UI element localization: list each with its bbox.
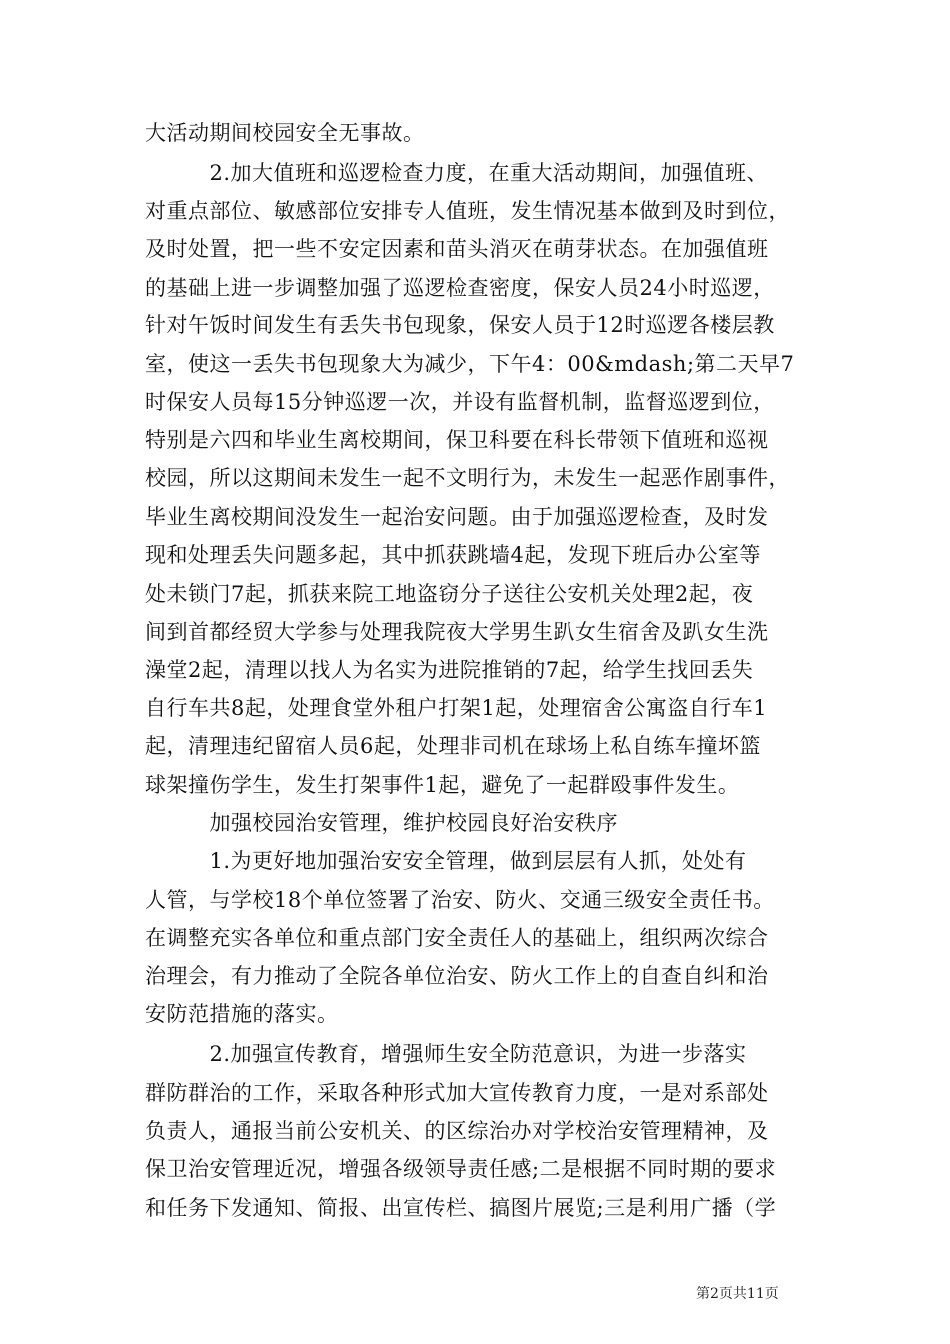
section-heading: 加强校园治安管理，维护校园良好治安秩序 — [145, 811, 618, 835]
text-line: 负责人，通报当前公安机关、的区综治办对学校治安管理精神，及 — [145, 1119, 769, 1143]
text-line: 针对午饭时间发生有丢失书包现象，保安人员于12时巡逻各楼层教 — [145, 313, 775, 337]
text-line: 室，使这一丢失书包现象大为减少，下午4：00&mdash;第二天早7 — [145, 352, 795, 376]
text-line: 时保安人员每15分钟巡逻一次，并设有监督机制，监督巡逻到位， — [145, 390, 775, 414]
text-line: 起，清理违纪留宿人员6起，处理非司机在球场上私自练车撞坏篮 — [145, 734, 761, 758]
text-line: 对重点部位、敏感部位安排专人值班，发生情况基本做到及时到位， — [145, 199, 790, 223]
text-line: 保卫治安管理近况，增强各级领导责任感;二是根据不同时期的要求 — [145, 1157, 777, 1181]
text-line: 特别是六四和毕业生离校期间，保卫科要在科长带领下值班和巡视 — [145, 428, 769, 452]
text-line: 群防群治的工作，采取各种形式加大宣传教育力度，一是对系部处 — [145, 1081, 769, 1105]
text-line: 现和处理丢失问题多起，其中抓获跳墙4起，发现下班后办公室等 — [145, 543, 761, 567]
text-line: 安防范措施的落实。 — [145, 1002, 339, 1026]
text-line: 大活动期间校园安全无事故。 — [145, 121, 425, 145]
text-line: 2.加强宣传教育，增强师生安全防范意识，为进一步落实 — [145, 1042, 747, 1066]
text-line: 在调整充实各单位和重点部门安全责任人的基础上，组织两次综合 — [145, 926, 769, 950]
text-line: 及时处置，把一些不安定因素和苗头消灭在萌芽状态。在加强值班 — [145, 237, 769, 261]
text-line: 澡堂2起，清理以找人为名实为进院推销的7起，给学生找回丢失 — [145, 658, 754, 682]
page-number-footer: 第2页共11页 — [696, 1286, 779, 1302]
text-line: 球架撞伤学生，发生打架事件1起，避免了一起群殴事件发生。 — [145, 773, 740, 797]
text-line: 的基础上进一步调整加强了巡逻检查密度，保安人员24小时巡逻， — [145, 276, 775, 300]
text-line: 毕业生离校期间没发生一起治安问题。由于加强巡逻检查，及时发 — [145, 505, 769, 529]
text-line: 和任务下发通知、简报、出宣传栏、搞图片展览;三是利用广播（学 — [145, 1196, 777, 1220]
text-line: 人管，与学校18个单位签署了治安、防火、交通三级安全责任书。 — [145, 888, 775, 912]
text-line: 治理会，有力推动了全院各单位治安、防火工作上的自查自纠和治 — [145, 964, 769, 988]
text-line: 间到首都经贸大学参与处理我院夜大学男生趴女生宿舍及趴女生洗 — [145, 620, 769, 644]
text-line: 2.加大值班和巡逻检查力度，在重大活动期间，加强值班、 — [145, 161, 769, 185]
text-line: 校园，所以这期间未发生一起不文明行为，未发生一起恶作剧事件， — [145, 466, 790, 490]
text-line: 1.为更好地加强治安安全管理，做到层层有人抓，处处有 — [145, 849, 747, 873]
text-line: 自行车共8起，处理食堂外租户打架1起，处理宿舍公寓盗自行车1 — [145, 696, 768, 720]
text-line: 处未锁门7起，抓获来院工地盗窃分子送往公安机关处理2起，夜 — [145, 582, 754, 606]
